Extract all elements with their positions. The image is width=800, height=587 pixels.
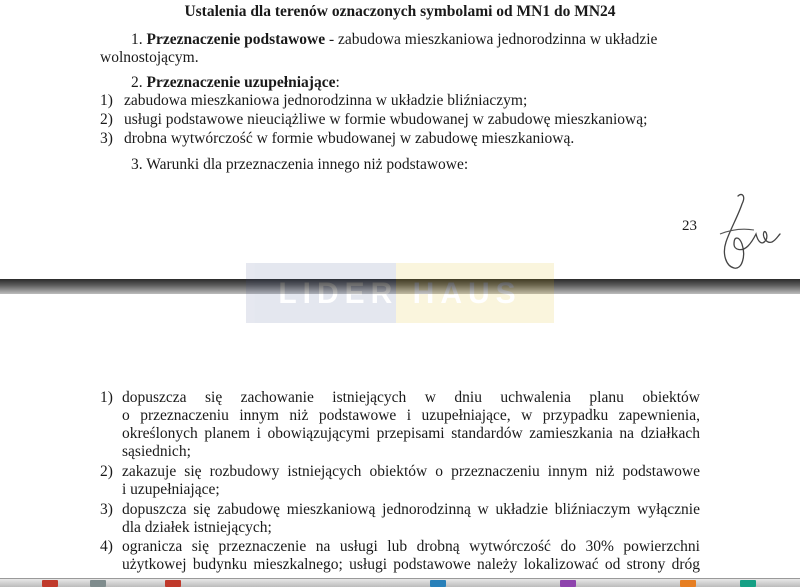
section-3-heading: 3. Warunki dla przeznaczenia innego niż podstawowe: <box>131 156 469 173</box>
page-title: Ustalenia dla terenów oznaczonych symbolami od MN1 do MN24 <box>184 3 616 20</box>
list-item-num: 1) <box>100 92 113 109</box>
list-item-text: określonych planem i obowiązującymi przepisami standardów zamieszkania na działkach <box>122 425 700 442</box>
list-item-num: 2) <box>100 111 113 128</box>
section-2-heading: 2. Przeznaczenie uzupełniające: <box>131 74 340 91</box>
list-item-text: o przeznaczeniu innym niż podstawowe i uzupełniające, w przypadku zapewnienia, <box>122 407 700 424</box>
list-item-text: zabudowa mieszkaniowa jednorodzinna w układzie bliźniaczym; <box>124 92 528 109</box>
list-item-num: 1) <box>100 389 113 406</box>
list-item-text: i uzupełniające; <box>122 481 220 498</box>
list-item-text: dopuszcza się zabudowę mieszkaniową jednorodzinną w układzie bliźniaczym wyłącznie <box>122 501 700 518</box>
list-item-text: usługi podstawowe nieuciążliwe w formie wbudowanej w zabudowę mieszkaniową; <box>124 111 648 128</box>
list-item-num: 4) <box>100 538 113 555</box>
list-item-text: użytkowej budynku mieszkalnego; usługi podstawowe należy lokalizować od strony dróg <box>122 556 700 573</box>
list-item-text: zakazuje się rozbudowy istniejących obiektów o przeznaczeniu innym niż podstawowe <box>122 463 700 480</box>
list-item-text: sąsiednich; <box>122 443 191 460</box>
list-item-text: dla działek istniejących; <box>122 519 272 536</box>
section-1-line-1: 1. Przeznaczenie podstawowe - zabudowa mieszkaniowa jednorodzinna w układzie <box>131 31 658 48</box>
list-item-num: 3) <box>100 501 113 518</box>
signature-image <box>712 190 784 272</box>
list-item-text: dopuszcza się zachowanie istniejących w dniu uchwalenia planu obiektów <box>122 389 700 406</box>
list-item-text: ogranicza się przeznaczenie na usługi lub drobną wytwórczość do 30% powierzchni <box>122 538 700 555</box>
list-item-num: 2) <box>100 463 113 480</box>
section-1-line-2: wolnostojącym. <box>100 49 199 66</box>
list-item-num: 3) <box>100 130 113 147</box>
document-page-bottom <box>0 294 800 578</box>
document-page-top <box>0 0 800 279</box>
list-item-text: drobna wytwórczość w formie wbudowanej w zabudowę mieszkaniową. <box>124 130 575 147</box>
page-number: 23 <box>682 218 697 234</box>
watermark-logo: LIDER HAUS <box>246 263 554 323</box>
